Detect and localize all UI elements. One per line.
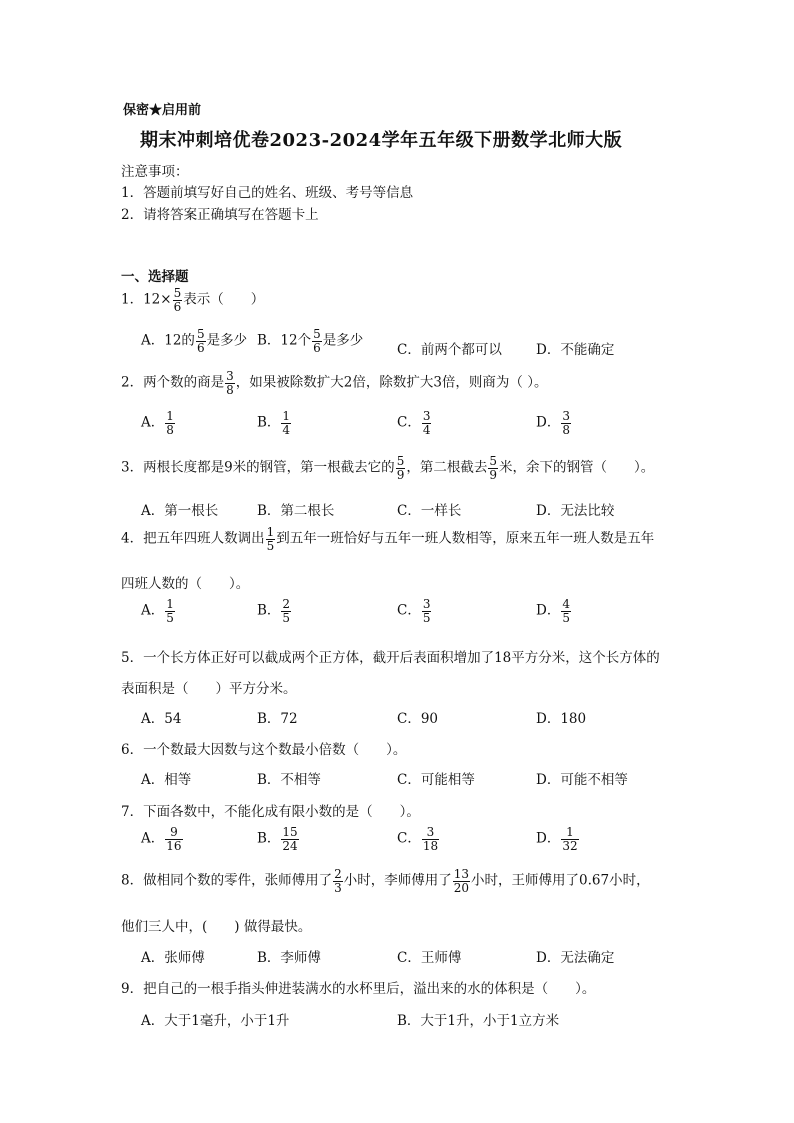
exam-title: 期末冲刺培优卷2023-2024学年五年级下册数学北师大版 <box>140 130 623 151</box>
q5-option-d[interactable]: D．180 <box>536 711 587 727</box>
q1-option-d[interactable]: D．不能确定 <box>536 342 615 358</box>
q8-option-d[interactable]: D．无法确定 <box>536 950 615 966</box>
question-9: 9．把自己的一根手指头伸进装满水的水杯里后，溢出来的水的体积是（ ）。 <box>121 981 596 997</box>
notes-heading: 注意事项： <box>121 164 189 180</box>
q3-option-c[interactable]: C．一样长 <box>397 503 462 519</box>
question-4: 4．把五年四班人数调出 $\frac{1}{5}$ 到五年一班恰好与五年一班人数相等，原来五年一班人数是五年 <box>121 525 655 553</box>
q4-option-a[interactable]: A． $\frac{1}{5}$ <box>141 597 174 625</box>
q3-option-d[interactable]: D．无法比较 <box>536 503 615 519</box>
q8-option-a[interactable]: A．张师傅 <box>141 950 205 966</box>
q3-option-b[interactable]: B．第二根长 <box>257 503 335 519</box>
question-4-line-2: 四班人数的（ ）。 <box>121 576 250 592</box>
q2-option-a[interactable]: A． $\frac{1}{8}$ <box>141 409 174 437</box>
q8-option-c[interactable]: C．王师傅 <box>397 950 462 966</box>
question-8: 8．做相同个数的零件，张师傅用了 $\frac{2}{3}$ 小时，李师傅用了 $\frac{13}{20}$ 小时，王师傅用了0.67小时， <box>121 867 650 895</box>
q8-option-b[interactable]: B．李师傅 <box>257 950 321 966</box>
q4-option-b[interactable]: B． $\frac{2}{5}$ <box>257 597 291 625</box>
q6-option-d[interactable]: D．可能不相等 <box>536 772 628 788</box>
question-8-line-2: 他们三人中，( ) 做得最快。 <box>121 919 312 935</box>
q7-option-b[interactable]: B． $\frac{15}{24}$ <box>257 825 298 853</box>
question-7: 7．下面各数中，不能化成有限小数的是（ ）。 <box>121 804 420 820</box>
question-5: 5．一个长方体正好可以截成两个正方体，截开后表面积增加了18平方分米，这个长方体的 <box>121 650 660 666</box>
question-2: 2．两个数的商是 $\frac{3}{8}$ ，如果被除数扩大2倍，除数扩大3倍，则商为（ ）。 <box>121 369 548 397</box>
q4-option-d[interactable]: D． $\frac{4}{5}$ <box>536 597 570 625</box>
q9-option-b[interactable]: B．大于1升，小于1立方米 <box>397 1013 560 1029</box>
note-item-1: 1．答题前填写好自己的姓名、班级、考号等信息 <box>121 185 414 201</box>
q5-option-c[interactable]: C．90 <box>397 711 439 727</box>
q7-option-a[interactable]: A． $\frac{9}{16}$ <box>141 825 182 853</box>
q2-option-d[interactable]: D． $\frac{3}{8}$ <box>536 409 570 437</box>
q1-option-b[interactable]: B．12个 $\frac{5}{6}$ 是多少 <box>257 327 364 355</box>
question-3: 3．两根长度都是9米的钢管，第一根截去它的 $\frac{5}{9}$ ，第二根截去 $\frac{5}{9}$ 米，余下的钢管（ ）。 <box>121 454 655 482</box>
note-item-2: 2．请将答案正确填写在答题卡上 <box>121 207 319 223</box>
q3-option-a[interactable]: A．第一根长 <box>141 503 219 519</box>
q9-option-a[interactable]: A．大于1毫升，小于1升 <box>141 1013 290 1029</box>
q5-option-b[interactable]: B．72 <box>257 711 298 727</box>
q7-option-d[interactable]: D． $\frac{1}{32}$ <box>536 825 578 853</box>
question-6: 6．一个数最大因数与这个数最小倍数（ ）。 <box>121 742 407 758</box>
question-1: 1．12× $\frac{5}{6}$ 表示（ ） <box>121 286 265 314</box>
q6-option-b[interactable]: B．不相等 <box>257 772 321 788</box>
q1-option-c[interactable]: C．前两个都可以 <box>397 342 502 358</box>
q4-option-c[interactable]: C． $\frac{3}{5}$ <box>397 597 431 625</box>
q2-option-c[interactable]: C． $\frac{3}{4}$ <box>397 409 431 437</box>
question-5-line-2: 表面积是（ ）平方分米。 <box>121 681 297 697</box>
q6-option-a[interactable]: A．相等 <box>141 772 192 788</box>
q1-option-a[interactable]: A．12的 $\frac{5}{6}$ 是多少 <box>141 327 248 355</box>
q5-option-a[interactable]: A．54 <box>141 711 182 727</box>
q2-option-b[interactable]: B． $\frac{1}{4}$ <box>257 409 291 437</box>
section-title: 一、选择题 <box>121 269 189 285</box>
confidential-label: 保密★启用前 <box>123 103 202 118</box>
q7-option-c[interactable]: C． $\frac{3}{18}$ <box>397 825 439 853</box>
q6-option-c[interactable]: C．可能相等 <box>397 772 475 788</box>
